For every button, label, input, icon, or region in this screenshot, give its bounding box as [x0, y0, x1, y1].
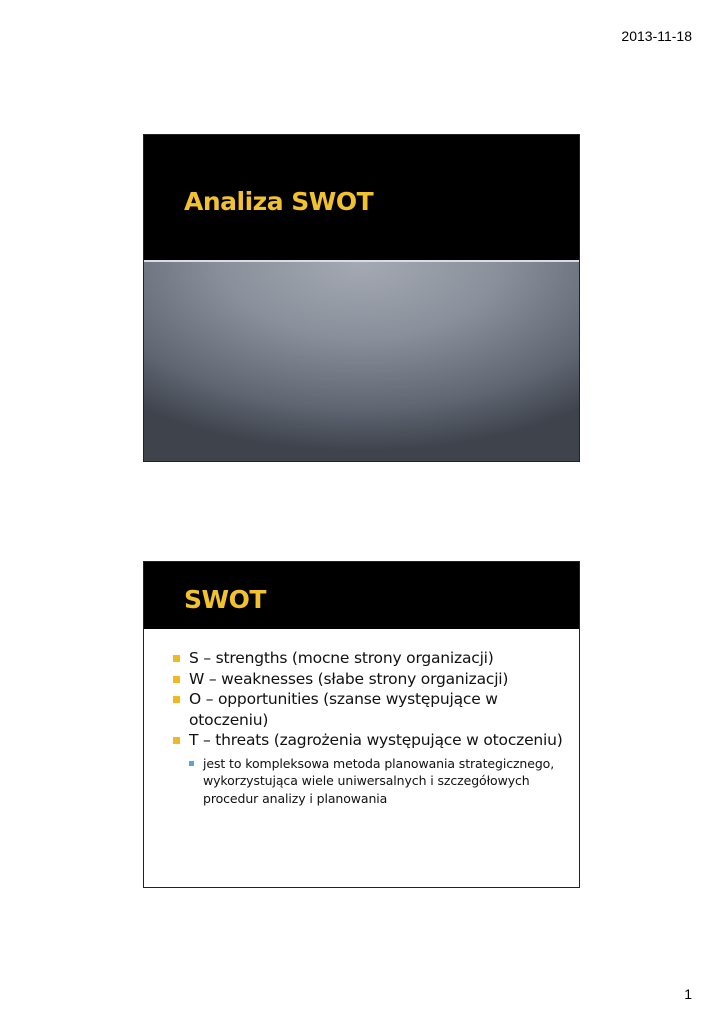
slide-body-gradient	[144, 262, 579, 461]
slide-title-bar	[144, 135, 579, 260]
slide-content	[173, 648, 563, 807]
bullet-item	[173, 730, 563, 751]
document-date: 2013-11-18	[621, 28, 692, 44]
bullet-item	[173, 648, 563, 669]
bullet-text: T – threats (zagrożenia występujące w otoczeniu)	[189, 731, 563, 749]
slide-swot	[143, 561, 580, 888]
bullet-square-icon	[173, 676, 180, 683]
slide-title: SWOT	[184, 585, 266, 614]
slide-analiza-swot	[143, 134, 580, 462]
bullet-text: S – strengths (mocne strony organizacji)	[189, 649, 494, 667]
bullet-square-icon	[173, 696, 180, 703]
sub-bullet-item	[189, 755, 563, 808]
bullet-item	[173, 669, 563, 690]
bullet-text: O – opportunities (szanse występujące w otoczeniu)	[189, 690, 498, 729]
bullet-item	[173, 689, 563, 730]
sub-bullet-square-icon	[189, 761, 194, 766]
sub-bullet-text: jest to kompleksowa metoda planowania strategicznego, wykorzystująca wiele uniwersalnych i szczegółowych procedur analizy i planowania	[203, 755, 555, 806]
bullet-square-icon	[173, 655, 180, 662]
slide-title: Analiza SWOT	[184, 187, 374, 216]
bullet-text: W – weaknesses (słabe strony organizacji)	[189, 669, 509, 688]
page-number: 1	[684, 986, 692, 1002]
bullet-square-icon	[173, 737, 180, 744]
slide-title-bar	[144, 562, 579, 629]
